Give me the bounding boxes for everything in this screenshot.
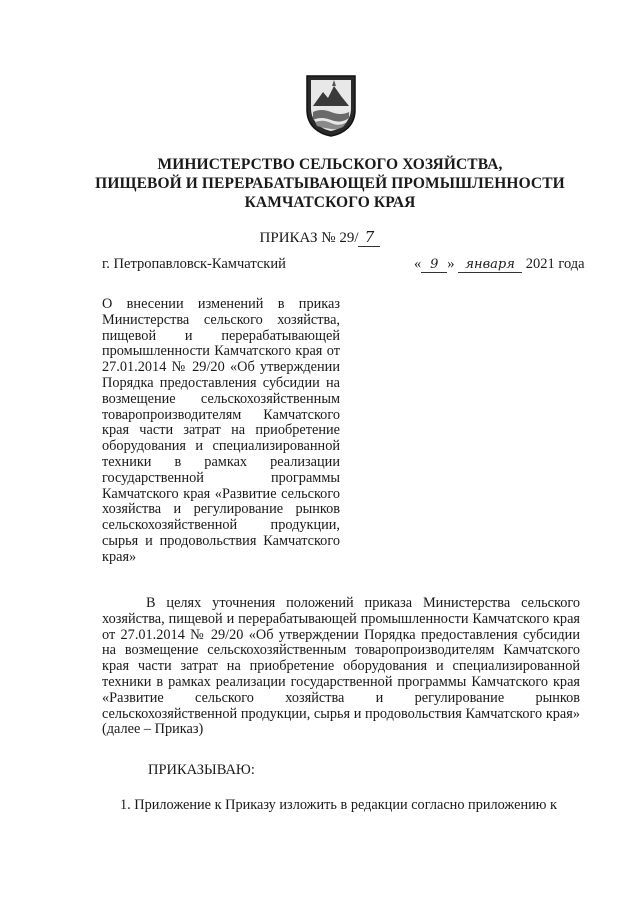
subject-line: промышленности Камчатского края от xyxy=(102,343,340,360)
subject-line: края» xyxy=(102,548,137,565)
order-item-1: 1. Приложение к Приказу изложить в редакции согласно приложению к xyxy=(120,797,557,813)
ministry-line-1: МИНИСТЕРСТВО СЕЛЬСКОГО ХОЗЯЙСТВА, xyxy=(157,156,503,173)
order-subject xyxy=(102,297,340,566)
subject-line: государственной программы xyxy=(102,469,340,486)
order-date xyxy=(414,256,585,273)
subject-line: Порядка предоставления субсидии на xyxy=(102,374,340,391)
date-year: 2021 года xyxy=(525,256,585,272)
orders-keyword: ПРИКАЗЫВАЮ: xyxy=(148,762,255,778)
subject-line: Министерства сельского хозяйства, xyxy=(102,311,340,328)
subject-line: края части затрат на приобретение xyxy=(102,422,340,439)
subject-line: техники в рамках реализации xyxy=(102,453,340,470)
date-day-handwritten: 9 xyxy=(421,257,447,273)
ministry-line-3: КАМЧАТСКОГО КРАЯ xyxy=(244,194,416,211)
preamble-paragraph: В целях уточнения положений приказа Министерства сельского хозяйства, пищевой и перерабатывающей промышленности Камчатского края от 27.01.2014 № 29/20 «Об утверждении Порядка предоставления субсидии на возмещение сельскохозяйственным товаропроизводителям Камчатского края части затрат на приобретение оборудования и специализированной техники в рамках реализации государственной программы Камчатского края «Развитие сельского хозяйства и регулирование рынков сельскохозяйственной продукции, сырья и продовольствия Камчатского края» (далее – Приказ) xyxy=(102,595,580,738)
subject-line: товаропроизводителям Камчатского xyxy=(102,406,340,423)
subject-line: возмещение сельскохозяйственным xyxy=(102,390,340,407)
subject-line: Камчатского края «Развитие сельского xyxy=(102,485,340,502)
order-title xyxy=(0,228,640,247)
order-label: ПРИКАЗ № 29/ xyxy=(259,230,359,246)
subject-line: сельскохозяйственной продукции, xyxy=(102,517,340,534)
ministry-line-2: ПИЩЕВОЙ И ПЕРЕРАБАТЫВАЮЩЕЙ ПРОМЫШЛЕННОСТИ xyxy=(95,175,565,192)
coat-of-arms-icon xyxy=(303,72,359,138)
date-open-quote: « xyxy=(414,256,422,272)
subject-line: хозяйства и регулирование рынков xyxy=(102,501,340,518)
subject-line: пищевой и перерабатывающей xyxy=(102,327,340,344)
order-number-handwritten: 7 xyxy=(358,228,380,247)
subject-line: оборудования и специализированной xyxy=(102,438,340,455)
subject-line: 27.01.2014 № 29/20 «Об утверждении xyxy=(102,359,340,376)
place-of-issue: г. Петропавловск-Камчатский xyxy=(102,256,286,272)
ministry-heading xyxy=(60,155,600,212)
subject-line: сырья и продовольствия Камчатского xyxy=(102,532,340,549)
subject-line: О внесении изменений в приказ xyxy=(102,296,340,312)
date-close-quote: » xyxy=(447,256,455,272)
date-month-handwritten: января xyxy=(458,257,522,273)
